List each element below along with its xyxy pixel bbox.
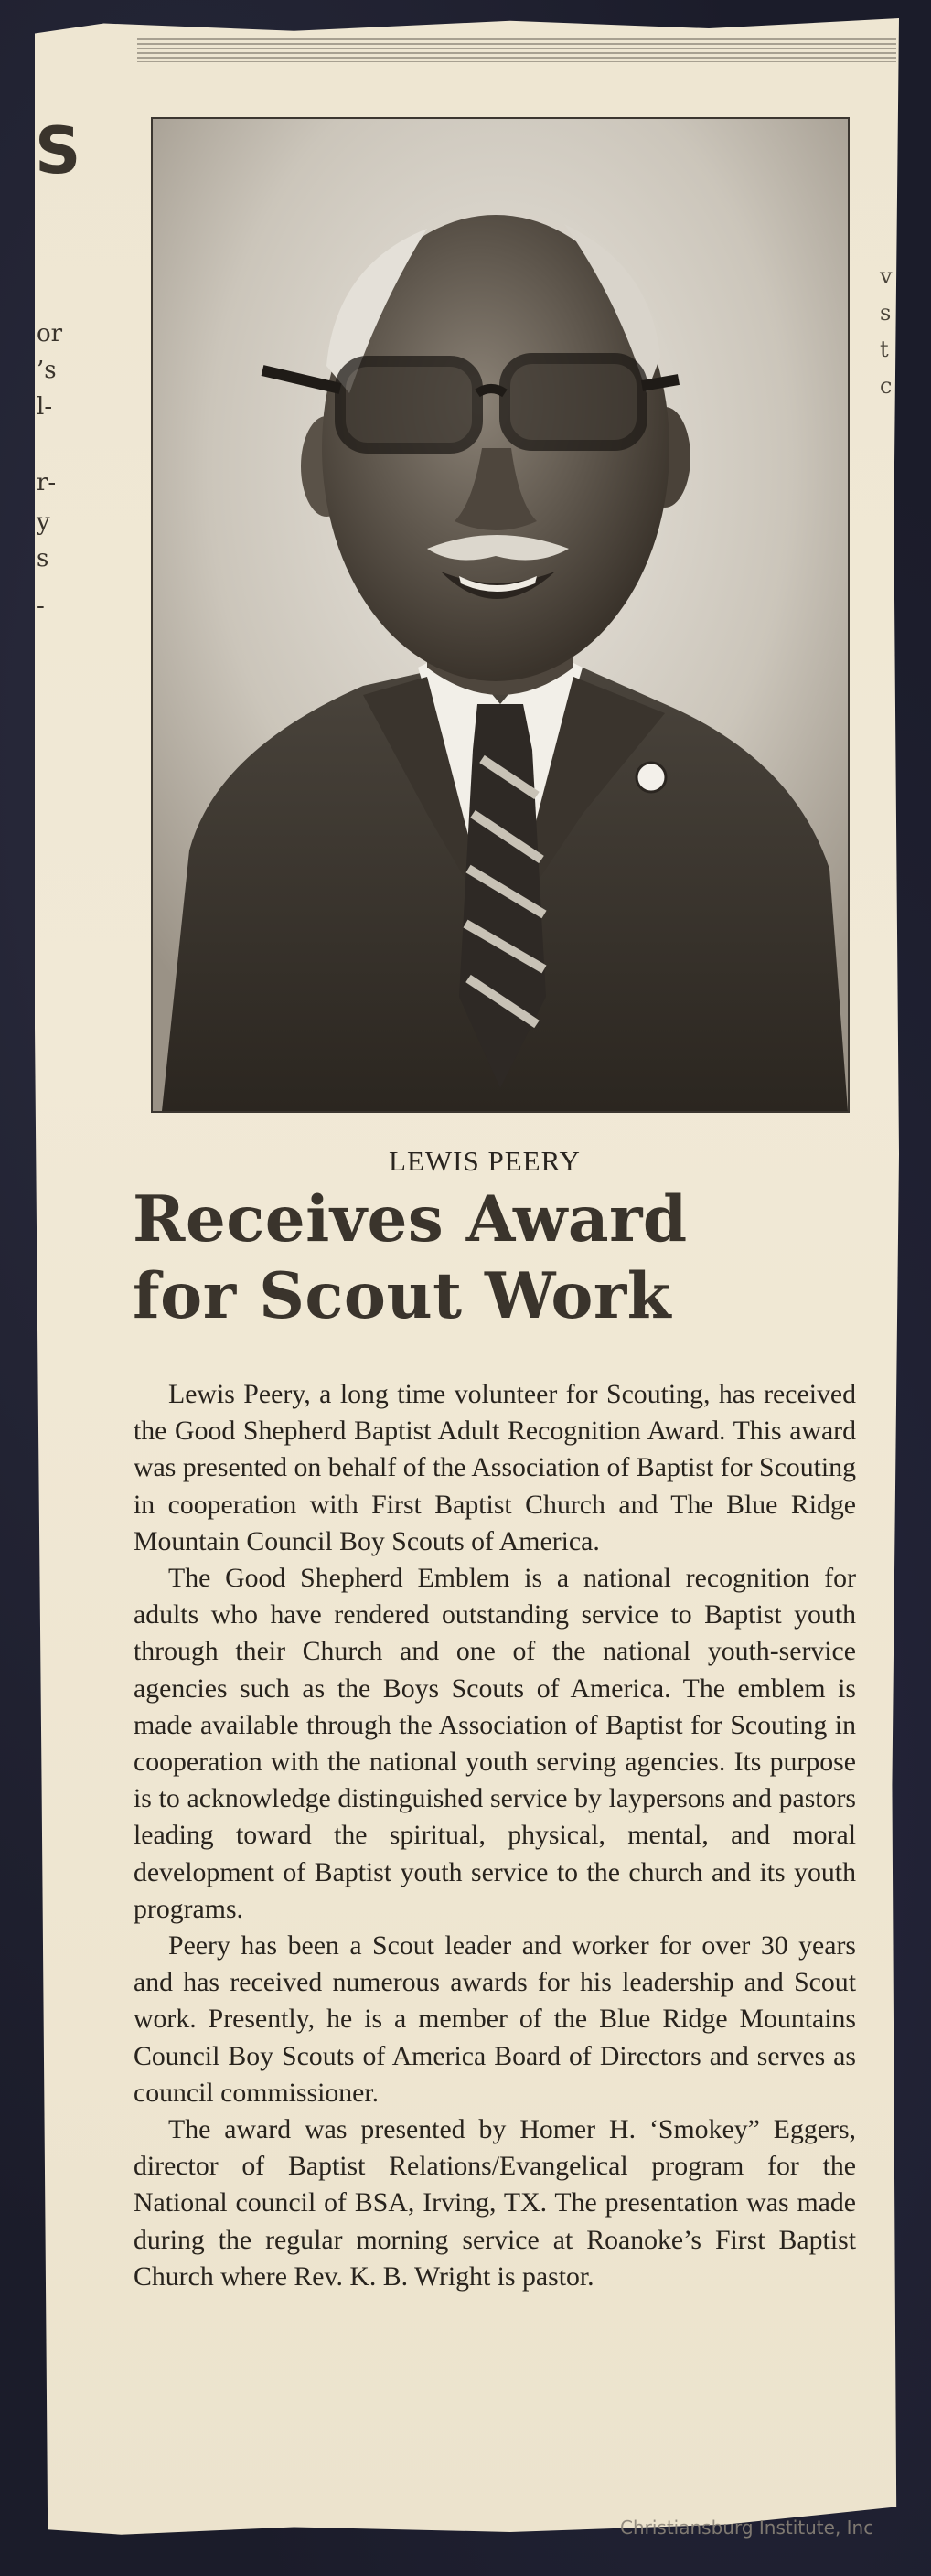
fragment-text: - xyxy=(37,593,45,620)
fragment-text: ’s xyxy=(37,357,57,384)
article-paragraph: Lewis Peery, a long time volunteer for Scouting, has received the Good Shepherd Baptist Adult Recognition Award. This award was presented on behalf of the Association of Baptist for Scouting in cooperation with First Baptist Church and The Blue Ridge Mountain Council Boy Scouts of America. xyxy=(134,1379,856,1556)
headline-line-1: Receives Award xyxy=(133,1182,688,1256)
portrait-illustration xyxy=(153,119,848,1111)
fragment-text: y xyxy=(37,508,50,536)
fragment-text: v xyxy=(880,263,893,289)
fragment-text: r- xyxy=(37,469,57,497)
portrait-photo xyxy=(151,117,850,1113)
photo-caption: LEWIS PEERY xyxy=(389,1145,581,1177)
clipping-top-rule xyxy=(137,38,896,62)
fragment-text: l- xyxy=(37,393,53,421)
article-body xyxy=(134,1376,856,2295)
fragment-text: s xyxy=(880,300,892,326)
article-paragraph: Peery has been a Scout leader and worker for over 30 years and has received numerous awards for his leadership and Scout work. Presently, he is a member of the Blue Ridge Mountains Council Boy Scouts of America Board of Directors and serves as council commissioner. xyxy=(134,1930,856,2108)
article-paragraph: The award was presented by Homer H. ‘Smokey” Eggers, director of Baptist Relations/Evangelical program for the National council of BSA, Irving, TX. The presentation was made during the regular morning service at Roanoke’s First Baptist Church where Rev. K. B. Wright is pastor. xyxy=(134,2114,856,2292)
archive-watermark: Christiansburg Institute, Inc xyxy=(620,2517,874,2539)
article-headline xyxy=(133,1181,864,1335)
article-paragraph: The Good Shepherd Emblem is a national recognition for adults who have rendered outstanding service to Baptist youth through their Church and one of the national youth-service agencies such as the Boys Scouts of America. The emblem is made available through the Association of Baptist for Scouting in cooperation with the national youth serving agencies. Its purpose is to acknowledge distinguished service by laypersons and pastors leading toward the spiritual, physical, mental, and moral development of Baptist youth service to the church and its youth programs. xyxy=(134,1563,856,1924)
fragment-text: or xyxy=(37,320,63,347)
fragment-text: c xyxy=(880,373,893,399)
fragment-text: s xyxy=(37,545,49,572)
fragment-headline-letter: S xyxy=(35,113,81,188)
headline-line-2: for Scout Work xyxy=(133,1259,672,1333)
fragment-text: t xyxy=(880,337,889,362)
